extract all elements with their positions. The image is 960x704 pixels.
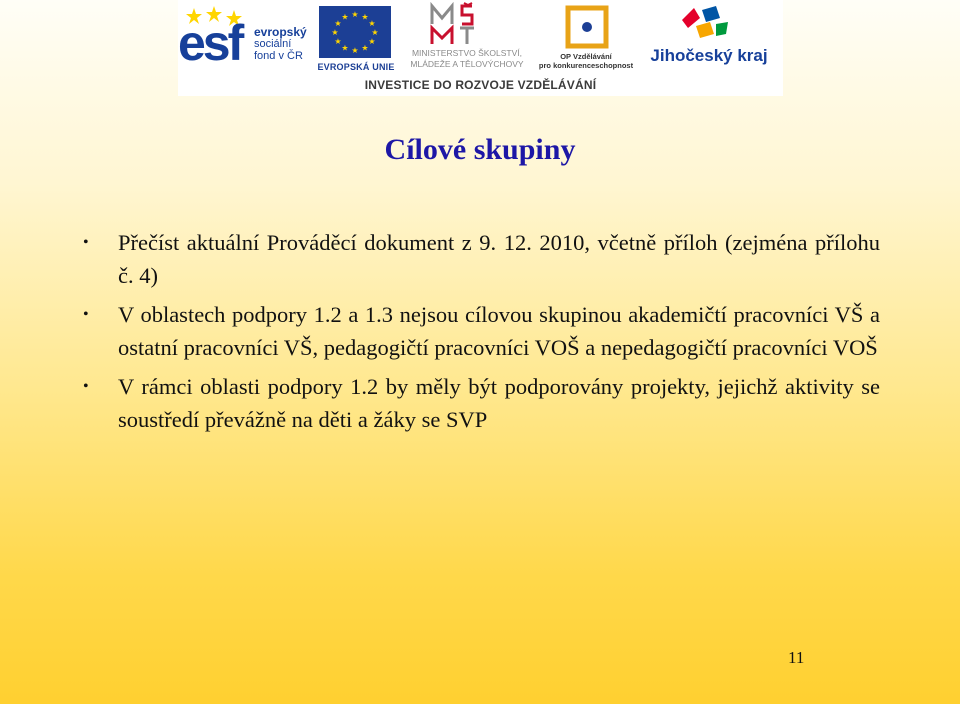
bullet-text: Přečíst aktuální Prováděcí dokument z 9. 12. 2010, včetně příloh (zejména přílohu č. 4) <box>118 230 880 288</box>
page-number: 11 <box>788 648 805 667</box>
jihocesky-kraj-label: Jihočeský kraj <box>650 46 768 65</box>
eu-flag-icon <box>319 6 391 58</box>
bullet-list <box>83 226 880 442</box>
bullet-item <box>83 298 880 364</box>
svg-text:★: ★ <box>368 19 376 28</box>
eu-logo <box>315 4 395 78</box>
msmt-text <box>400 48 534 70</box>
svg-text:★: ★ <box>331 28 339 37</box>
op-vk-logo <box>538 4 634 78</box>
bullet-dot-icon: • <box>83 378 89 395</box>
logo-bar <box>178 0 783 96</box>
esf-line-3: fond v ČR <box>254 50 303 62</box>
bullet-dot-icon: • <box>83 306 89 323</box>
jihocesky-kraj-mark-icon <box>676 4 732 44</box>
bullet-text: V rámci oblasti podpory 1.2 by měly být podporovány projekty, jejichž aktivity se soustředí převážně na děti a žáky se SVP <box>118 374 880 432</box>
msmt-logo <box>400 2 532 80</box>
esf-text <box>254 26 307 62</box>
esf-letters: esf <box>178 15 242 71</box>
esf-logo <box>178 6 310 70</box>
bullet-dot-icon: • <box>83 234 89 251</box>
svg-text:★: ★ <box>341 43 349 53</box>
esf-line-2: sociální <box>254 38 292 50</box>
investice-tagline: INVESTICE DO ROZVOJE VZDĚLÁVÁNÍ <box>364 78 597 92</box>
jihocesky-kraj-logo <box>638 4 780 78</box>
svg-text:★: ★ <box>368 37 376 46</box>
bullet-text: V oblastech podpory 1.2 a 1.3 nejsou cílovou skupinou akademičtí pracovníci VŠ a ostatní pracovníci VŠ, pedagogičtí pracovníci VOŠ a nepedagogičtí pracovníci VOŠ <box>118 302 880 360</box>
eu-label: EVROPSKÁ UNIE <box>317 62 395 72</box>
op-vk-line-1: OP Vzdělávání <box>560 52 612 61</box>
esf-line-1: evropský <box>254 25 307 39</box>
svg-text:★: ★ <box>334 19 342 28</box>
svg-text:★: ★ <box>371 28 379 37</box>
msmt-line-2: MLÁDEŽE A TĚLOVÝCHOVY <box>410 59 524 69</box>
svg-text:★: ★ <box>341 12 349 22</box>
op-vk-text <box>538 52 634 70</box>
svg-text:★: ★ <box>361 12 369 22</box>
svg-text:★: ★ <box>334 37 342 46</box>
bullet-item <box>83 226 880 292</box>
svg-text:★: ★ <box>361 43 369 53</box>
svg-text:★: ★ <box>351 46 359 55</box>
msmt-mark-icon <box>428 2 498 46</box>
op-vk-line-2: pro konkurenceschopnost <box>538 61 634 70</box>
slide-title: Cílové skupiny <box>384 133 576 166</box>
msmt-line-1: MINISTERSTVO ŠKOLSTVÍ, <box>411 48 523 58</box>
svg-text:★: ★ <box>351 10 359 19</box>
op-vk-mark-icon <box>564 4 610 50</box>
bullet-item <box>83 370 880 436</box>
